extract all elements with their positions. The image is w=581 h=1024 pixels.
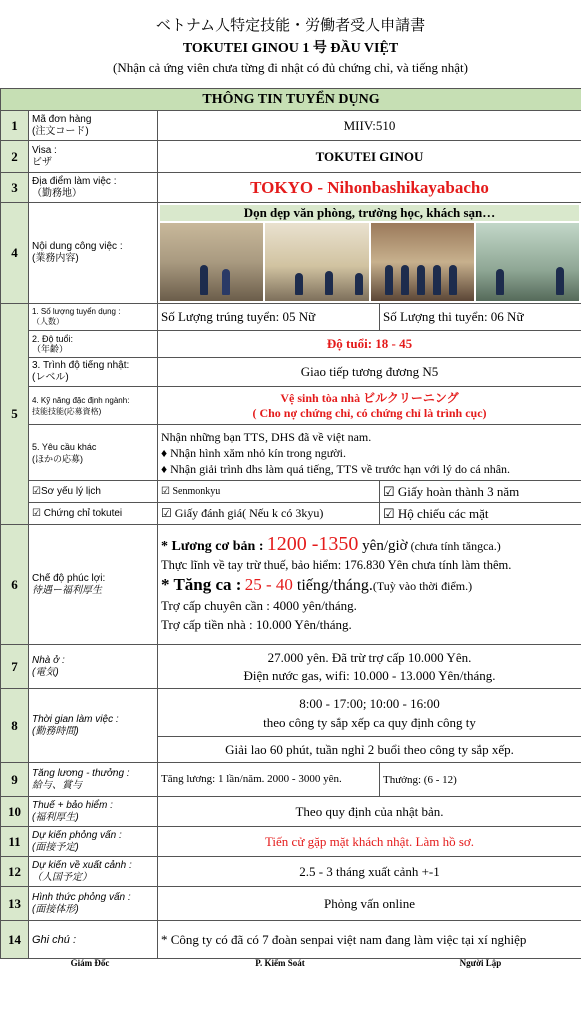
base-salary-unit: yên/giờ xyxy=(358,538,408,554)
row-label xyxy=(29,797,158,827)
section-header-row xyxy=(1,89,581,111)
japanese-level-value: Giao tiếp tương đương N5 xyxy=(158,358,581,387)
row-label xyxy=(29,689,158,763)
label-vi: Địa điểm làm việc : xyxy=(32,175,117,187)
interview-format-value: Phỏng vấn online xyxy=(158,887,581,921)
row-label xyxy=(29,141,158,173)
row-age xyxy=(1,331,581,358)
tokutei-certificate-label: ☑ Chứng chỉ tokutei xyxy=(29,503,158,525)
row-headcount xyxy=(1,304,581,331)
row-number: 6 xyxy=(1,525,29,645)
row-number: 4 xyxy=(1,203,29,304)
net-salary-line: Thực lĩnh về tay trừ thuế, bảo hiểm: 176.830 Yên chưa tính làm thêm. xyxy=(161,558,512,572)
header-japanese-title: ベトナム人特定技能・労働者受人申請書 xyxy=(155,18,426,34)
notes-value: * Công ty có đã có 7 đoàn senpai việt nam đang làm việc tại xí nghiệp xyxy=(158,921,581,959)
overtime-label: * Tăng ca : xyxy=(161,575,242,594)
row-label xyxy=(29,857,158,887)
signature-row xyxy=(0,958,581,968)
label-vi: Hình thức phỏng vấn : xyxy=(32,891,131,903)
job-content-cell xyxy=(158,203,581,304)
row-working-hours xyxy=(1,689,581,737)
label-jp: (ほかの応募) xyxy=(32,453,83,464)
photo-office-cleaning xyxy=(160,223,263,301)
row-label xyxy=(29,358,158,387)
row-documents-tokutei xyxy=(1,503,581,525)
label-jp: (電気) xyxy=(32,666,59,678)
passport-checkbox: ☑ Hộ chiếu các mặt xyxy=(380,503,581,525)
label-jp: (勤務時間) xyxy=(32,725,79,737)
row-label xyxy=(29,331,158,358)
row-number: 2 xyxy=(1,141,29,173)
label-vi: Mã đơn hàng xyxy=(32,113,92,125)
row-benefits xyxy=(1,525,581,645)
row-raise-bonus xyxy=(1,763,581,797)
row-number: 14 xyxy=(1,921,29,959)
label-jp: (注文コード) xyxy=(32,125,89,137)
section-title: THÔNG TIN TUYỂN DỤNG xyxy=(1,89,581,111)
row-location xyxy=(1,173,581,203)
skill-value xyxy=(158,387,581,425)
row-number: 3 xyxy=(1,173,29,203)
passing-count: Số Lượng trúng tuyển: 05 Nữ xyxy=(158,304,380,331)
base-salary-line xyxy=(161,535,578,556)
shift-arrangement: theo công ty sắp xếp ca quy định công ty xyxy=(263,714,476,730)
base-salary-amount: 1200 -1350 xyxy=(266,533,359,555)
evaluation-paper-checkbox: ☑ Giấy đánh giá( Nếu k có 3kyu) xyxy=(158,503,380,525)
cv-checkbox-label: ☑Sơ yếu lý lịch xyxy=(29,481,158,503)
housing-utilities: Điện nước gas, wifi: 10.000 - 13.000 Yên/tháng. xyxy=(243,667,496,683)
row-label xyxy=(29,645,158,689)
row-number: 1 xyxy=(1,111,29,141)
row-label xyxy=(29,763,158,797)
row-documents-cv xyxy=(1,481,581,503)
raise-value: Tăng lương: 1 lần/năm. 2000 - 3000 yên. xyxy=(158,763,380,797)
row-number: 11 xyxy=(1,827,29,857)
label-vi: Visa : xyxy=(32,144,57,156)
photo-hotel-room xyxy=(476,223,579,301)
row-label xyxy=(29,304,158,331)
housing-rent: 27.000 yên. Đã trừ trợ cấp 10.000 Yên. xyxy=(267,649,472,665)
overtime-unit: tiếng/tháng. xyxy=(292,577,373,594)
label-vi: Nhà ở : xyxy=(32,654,65,666)
base-salary-note: (chưa tính tăngca.) xyxy=(407,539,501,553)
overtime-amount: 25 - 40 xyxy=(244,575,293,594)
skill-line-2: ( Cho nợ chứng chỉ, có chứng chỉ là trình cục) xyxy=(252,405,487,420)
row-label xyxy=(29,111,158,141)
bonus-value: Thưởng: (6 - 12) xyxy=(380,763,581,797)
row-japanese-level xyxy=(1,358,581,387)
row-number: 10 xyxy=(1,797,29,827)
interview-schedule-value: Tiến cử gặp mặt khách nhật. Làm hồ sơ. xyxy=(158,827,581,857)
label-jp: ビザ xyxy=(32,156,52,168)
photo-staff-lineup xyxy=(371,223,474,301)
row-number: 7 xyxy=(1,645,29,689)
label-vi: Nội dung công việc : xyxy=(32,241,123,252)
requirement-1: Nhận những bạn TTS, DHS đã về việt nam. xyxy=(161,429,372,444)
row-number: 9 xyxy=(1,763,29,797)
order-code-value: MIIV:510 xyxy=(158,111,581,141)
row-visa xyxy=(1,141,581,173)
row-notes xyxy=(1,921,581,959)
document-header xyxy=(0,0,581,88)
senmonkyu-checkbox: ☑ Senmonkyu xyxy=(158,481,380,503)
label-jp: (面接体形) xyxy=(32,903,79,915)
job-photos xyxy=(160,223,579,301)
exam-count: Số Lượng thi tuyển: 06 Nữ xyxy=(380,304,581,331)
row-housing xyxy=(1,645,581,689)
row-label xyxy=(29,387,158,425)
label-vi: 5. Yêu cầu khác xyxy=(32,441,97,452)
row-number: 5 xyxy=(1,304,29,525)
working-hours-value xyxy=(158,689,581,737)
row-job-content xyxy=(1,203,581,304)
row-other-requirements xyxy=(1,425,581,481)
attendance-allowance: Trợ cấp chuyên cần : 4000 yên/tháng. xyxy=(161,598,357,613)
row-label xyxy=(29,425,158,481)
row-number: 8 xyxy=(1,689,29,763)
skill-line-1: Vệ sinh tòa nhà ビルクリーニング xyxy=(280,390,459,405)
label-jp: 待遇ー福利厚生 xyxy=(32,584,102,596)
label-jp: (業務内容) xyxy=(32,253,79,264)
age-value: Độ tuổi: 18 - 45 xyxy=(158,331,581,358)
completion-certificate-checkbox: ☑ Giấy hoàn thành 3 năm xyxy=(380,481,581,503)
row-label xyxy=(29,827,158,857)
shift-times: 8:00 - 17:00; 10:00 - 16:00 xyxy=(299,695,440,711)
overtime-note: (Tuỳ vào thời điểm.) xyxy=(372,579,473,593)
label-vi: Dự kiến phỏng vấn : xyxy=(32,829,122,841)
location-value: TOKYO - Nihonbashikayabacho xyxy=(158,173,581,203)
label-jp: 技能技能(応募資格) xyxy=(32,406,102,416)
header-subtitle: (Nhận cả ứng viên chưa từng đi nhật có đủ chứng chỉ, và tiếng nhật) xyxy=(113,60,468,75)
base-salary-label: * Lương cơ bản : xyxy=(161,539,264,554)
other-requirements-value xyxy=(158,425,581,481)
row-tax-insurance xyxy=(1,797,581,827)
housing-value xyxy=(158,645,581,689)
requirement-2: ♦ Nhận hình xăm nhỏ kín trong người. xyxy=(161,445,346,460)
notes-label: Ghi chú : xyxy=(29,921,158,959)
housing-allowance: Trợ cấp tiền nhà : 10.000 Yên/tháng. xyxy=(161,617,352,632)
photo-hotel-lobby xyxy=(265,223,368,301)
label-vi: Thuế + bảo hiểm : xyxy=(32,799,113,811)
header-title: TOKUTEI GINOU 1 号 ĐẦU VIỆT xyxy=(182,41,399,56)
label-vi: Chế độ phúc lợi: xyxy=(32,572,106,584)
label-vi: 3. Trình độ tiếng nhật: xyxy=(32,360,130,371)
label-jp: （人数） xyxy=(32,317,64,326)
control-signature-label: P. Kiểm Soát xyxy=(255,958,305,968)
label-vi: 1. Số lượng tuyển dụng : xyxy=(32,307,121,316)
row-skill xyxy=(1,387,581,425)
job-content-value: Dọn dẹp văn phòng, trường học, khách sạn… xyxy=(160,205,579,221)
row-label xyxy=(29,887,158,921)
overtime-line xyxy=(161,575,578,596)
label-vi: Dự kiến về xuất cảnh : xyxy=(32,859,132,871)
label-jp: 給与、賞与 xyxy=(32,779,82,791)
row-order-code xyxy=(1,111,581,141)
label-jp: (面接予定) xyxy=(32,841,79,853)
departure-value: 2.5 - 3 tháng xuất cảnh +-1 xyxy=(158,857,581,887)
label-jp: （人国予定） xyxy=(32,871,92,883)
row-label xyxy=(29,203,158,304)
row-interview-format xyxy=(1,887,581,921)
label-vi: Thời gian làm việc : xyxy=(32,713,119,725)
tax-insurance-value: Theo quy định của nhật bản. xyxy=(158,797,581,827)
row-number: 12 xyxy=(1,857,29,887)
label-jp: （年齢） xyxy=(32,344,69,354)
break-time-value: Giải lao 60 phút, tuần nghỉ 2 buổi theo công ty sắp xếp. xyxy=(158,737,581,763)
director-signature-label: Giám Đốc xyxy=(70,958,110,968)
label-jp: (福利厚生) xyxy=(32,811,79,823)
creator-signature-label: Người Lập xyxy=(459,958,502,968)
recruitment-table xyxy=(0,88,581,959)
label-vi: 2. Độ tuổi: xyxy=(32,334,74,344)
row-label xyxy=(29,173,158,203)
row-label xyxy=(29,525,158,645)
visa-value: TOKUTEI GINOU xyxy=(158,141,581,173)
requirement-3: ♦ Nhận giải trình dhs làm quá tiếng, TTS về trước hạn với lý do cá nhân. xyxy=(161,461,511,476)
row-number: 13 xyxy=(1,887,29,921)
row-interview-schedule xyxy=(1,827,581,857)
label-vi: Tăng lương - thưởng : xyxy=(32,767,130,779)
label-jp: （勤務地） xyxy=(32,187,82,199)
label-vi: 4. Kỹ năng đặc định ngành: xyxy=(32,395,130,405)
row-departure xyxy=(1,857,581,887)
label-jp: (レベル) xyxy=(32,372,69,383)
benefits-value xyxy=(158,525,581,645)
